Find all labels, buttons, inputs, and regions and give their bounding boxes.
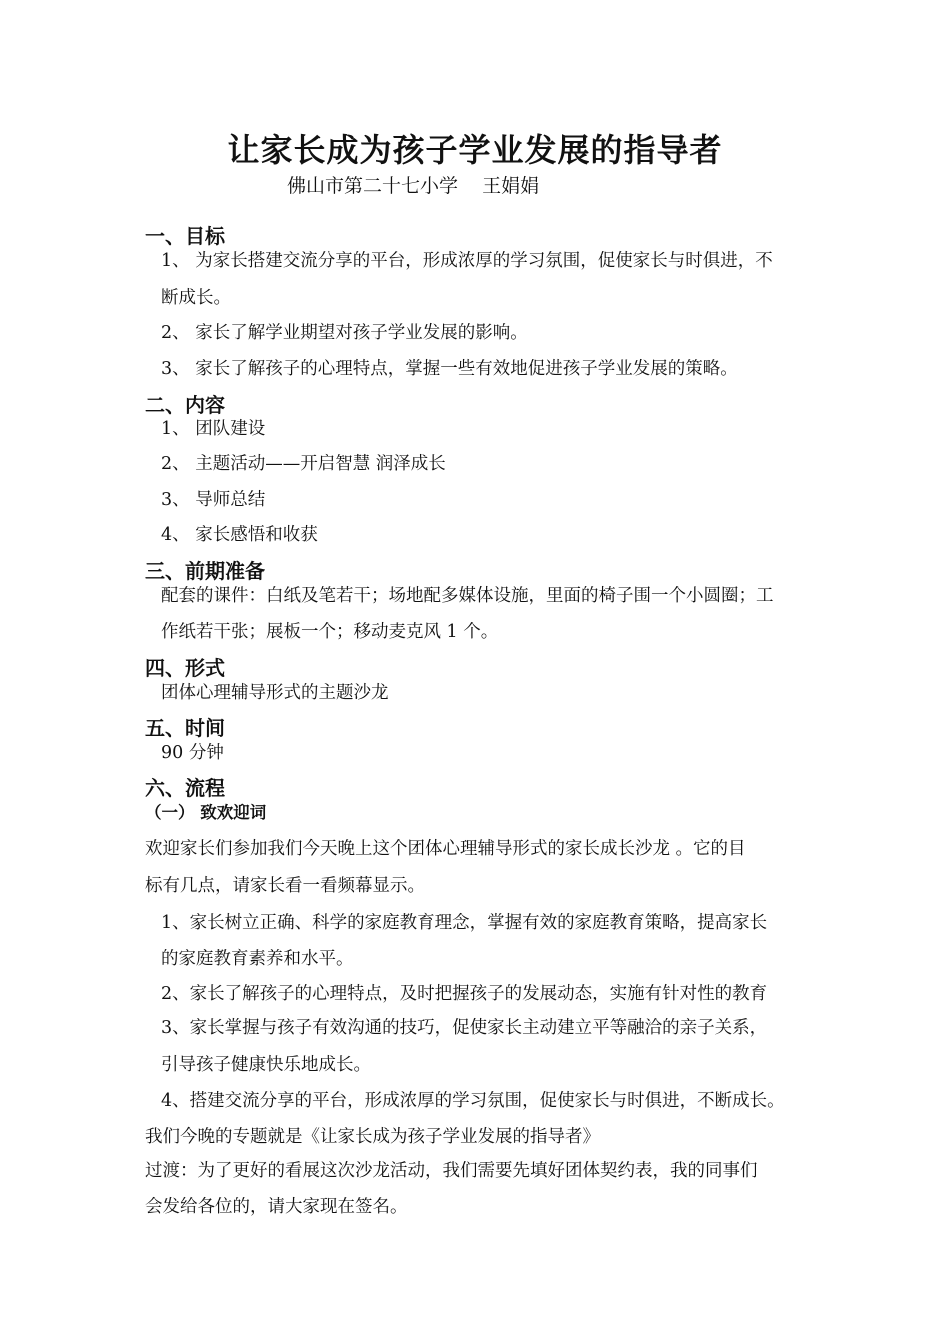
content-item-4: 4、 家长感悟和收获 xyxy=(161,525,318,545)
content-item-2: 2、 主题活动——开启智慧 润泽成长 xyxy=(161,454,446,474)
goal-item-2: 2、 家长了解学业期望对孩子学业发展的影响。 xyxy=(161,323,528,343)
process-subheading-welcome: （一） 致欢迎词 xyxy=(145,803,267,822)
process-list-item-1-line-2: 的家庭教育素养和水平。 xyxy=(161,949,354,969)
author-line: 佛山市第二十七小学 王娟娟 xyxy=(287,175,540,197)
prep-line-2: 作纸若干张；展板一个；移动麦克风 1 个。 xyxy=(161,622,499,642)
prep-line-1: 配套的课件：白纸及笔若干；场地配多媒体设施，里面的椅子围一个小圆圈；工 xyxy=(161,586,774,606)
transition-paragraph-line-2: 会发给各位的，请大家现在签名。 xyxy=(145,1197,408,1217)
section-heading-time: 五、时间 xyxy=(145,716,225,740)
process-list-item-3-line-1: 3、家长掌握与孩子有效沟通的技巧，促使家长主动建立平等融洽的亲子关系， xyxy=(161,1018,768,1038)
transition-paragraph-line-1: 过渡：为了更好的看展这次沙龙活动，我们需要先填好团体契约表，我的同事们 xyxy=(145,1161,758,1181)
time-text: 90 分钟 xyxy=(161,743,224,763)
section-heading-content: 二、内容 xyxy=(145,393,225,417)
document-title: 让家长成为孩子学业发展的指导者 xyxy=(227,131,723,169)
process-list-item-3-line-2: 引导孩子健康快乐地成长。 xyxy=(161,1055,371,1075)
content-item-3: 3、 导师总结 xyxy=(161,490,266,510)
goal-item-1-line-2: 断成长。 xyxy=(161,288,231,308)
goal-item-1-line-1: 1、 为家长搭建交流分享的平台，形成浓厚的学习氛围，促使家长与时俱进，不 xyxy=(161,251,773,271)
section-heading-prep: 三、前期准备 xyxy=(145,559,265,583)
section-heading-goal: 一、目标 xyxy=(145,224,225,248)
welcome-paragraph-line-1: 欢迎家长们参加我们今天晚上这个团体心理辅导形式的家长成长沙龙 。它的目 xyxy=(145,839,746,859)
process-list-item-4: 4、搭建交流分享的平台，形成浓厚的学习氛围，促使家长与时俱进，不断成长。 xyxy=(161,1091,785,1111)
topic-paragraph: 我们今晚的专题就是《让家长成为孩子学业发展的指导者》 xyxy=(145,1127,600,1147)
process-list-item-1-line-1: 1、家长树立正确、科学的家庭教育理念，掌握有效的家庭教育策略，提高家长 xyxy=(161,913,768,933)
content-item-1: 1、 团队建设 xyxy=(161,419,266,439)
section-heading-form: 四、形式 xyxy=(145,656,225,680)
process-list-item-2: 2、家长了解孩子的心理特点，及时把握孩子的发展动态，实施有针对性的教育 xyxy=(161,984,768,1004)
section-heading-process: 六、流程 xyxy=(145,776,225,800)
goal-item-3: 3、 家长了解孩子的心理特点，掌握一些有效地促进孩子学业发展的策略。 xyxy=(161,359,738,379)
form-text: 团体心理辅导形式的主题沙龙 xyxy=(161,683,389,703)
welcome-paragraph-line-2: 标有几点，请家长看一看频幕显示。 xyxy=(145,876,425,896)
